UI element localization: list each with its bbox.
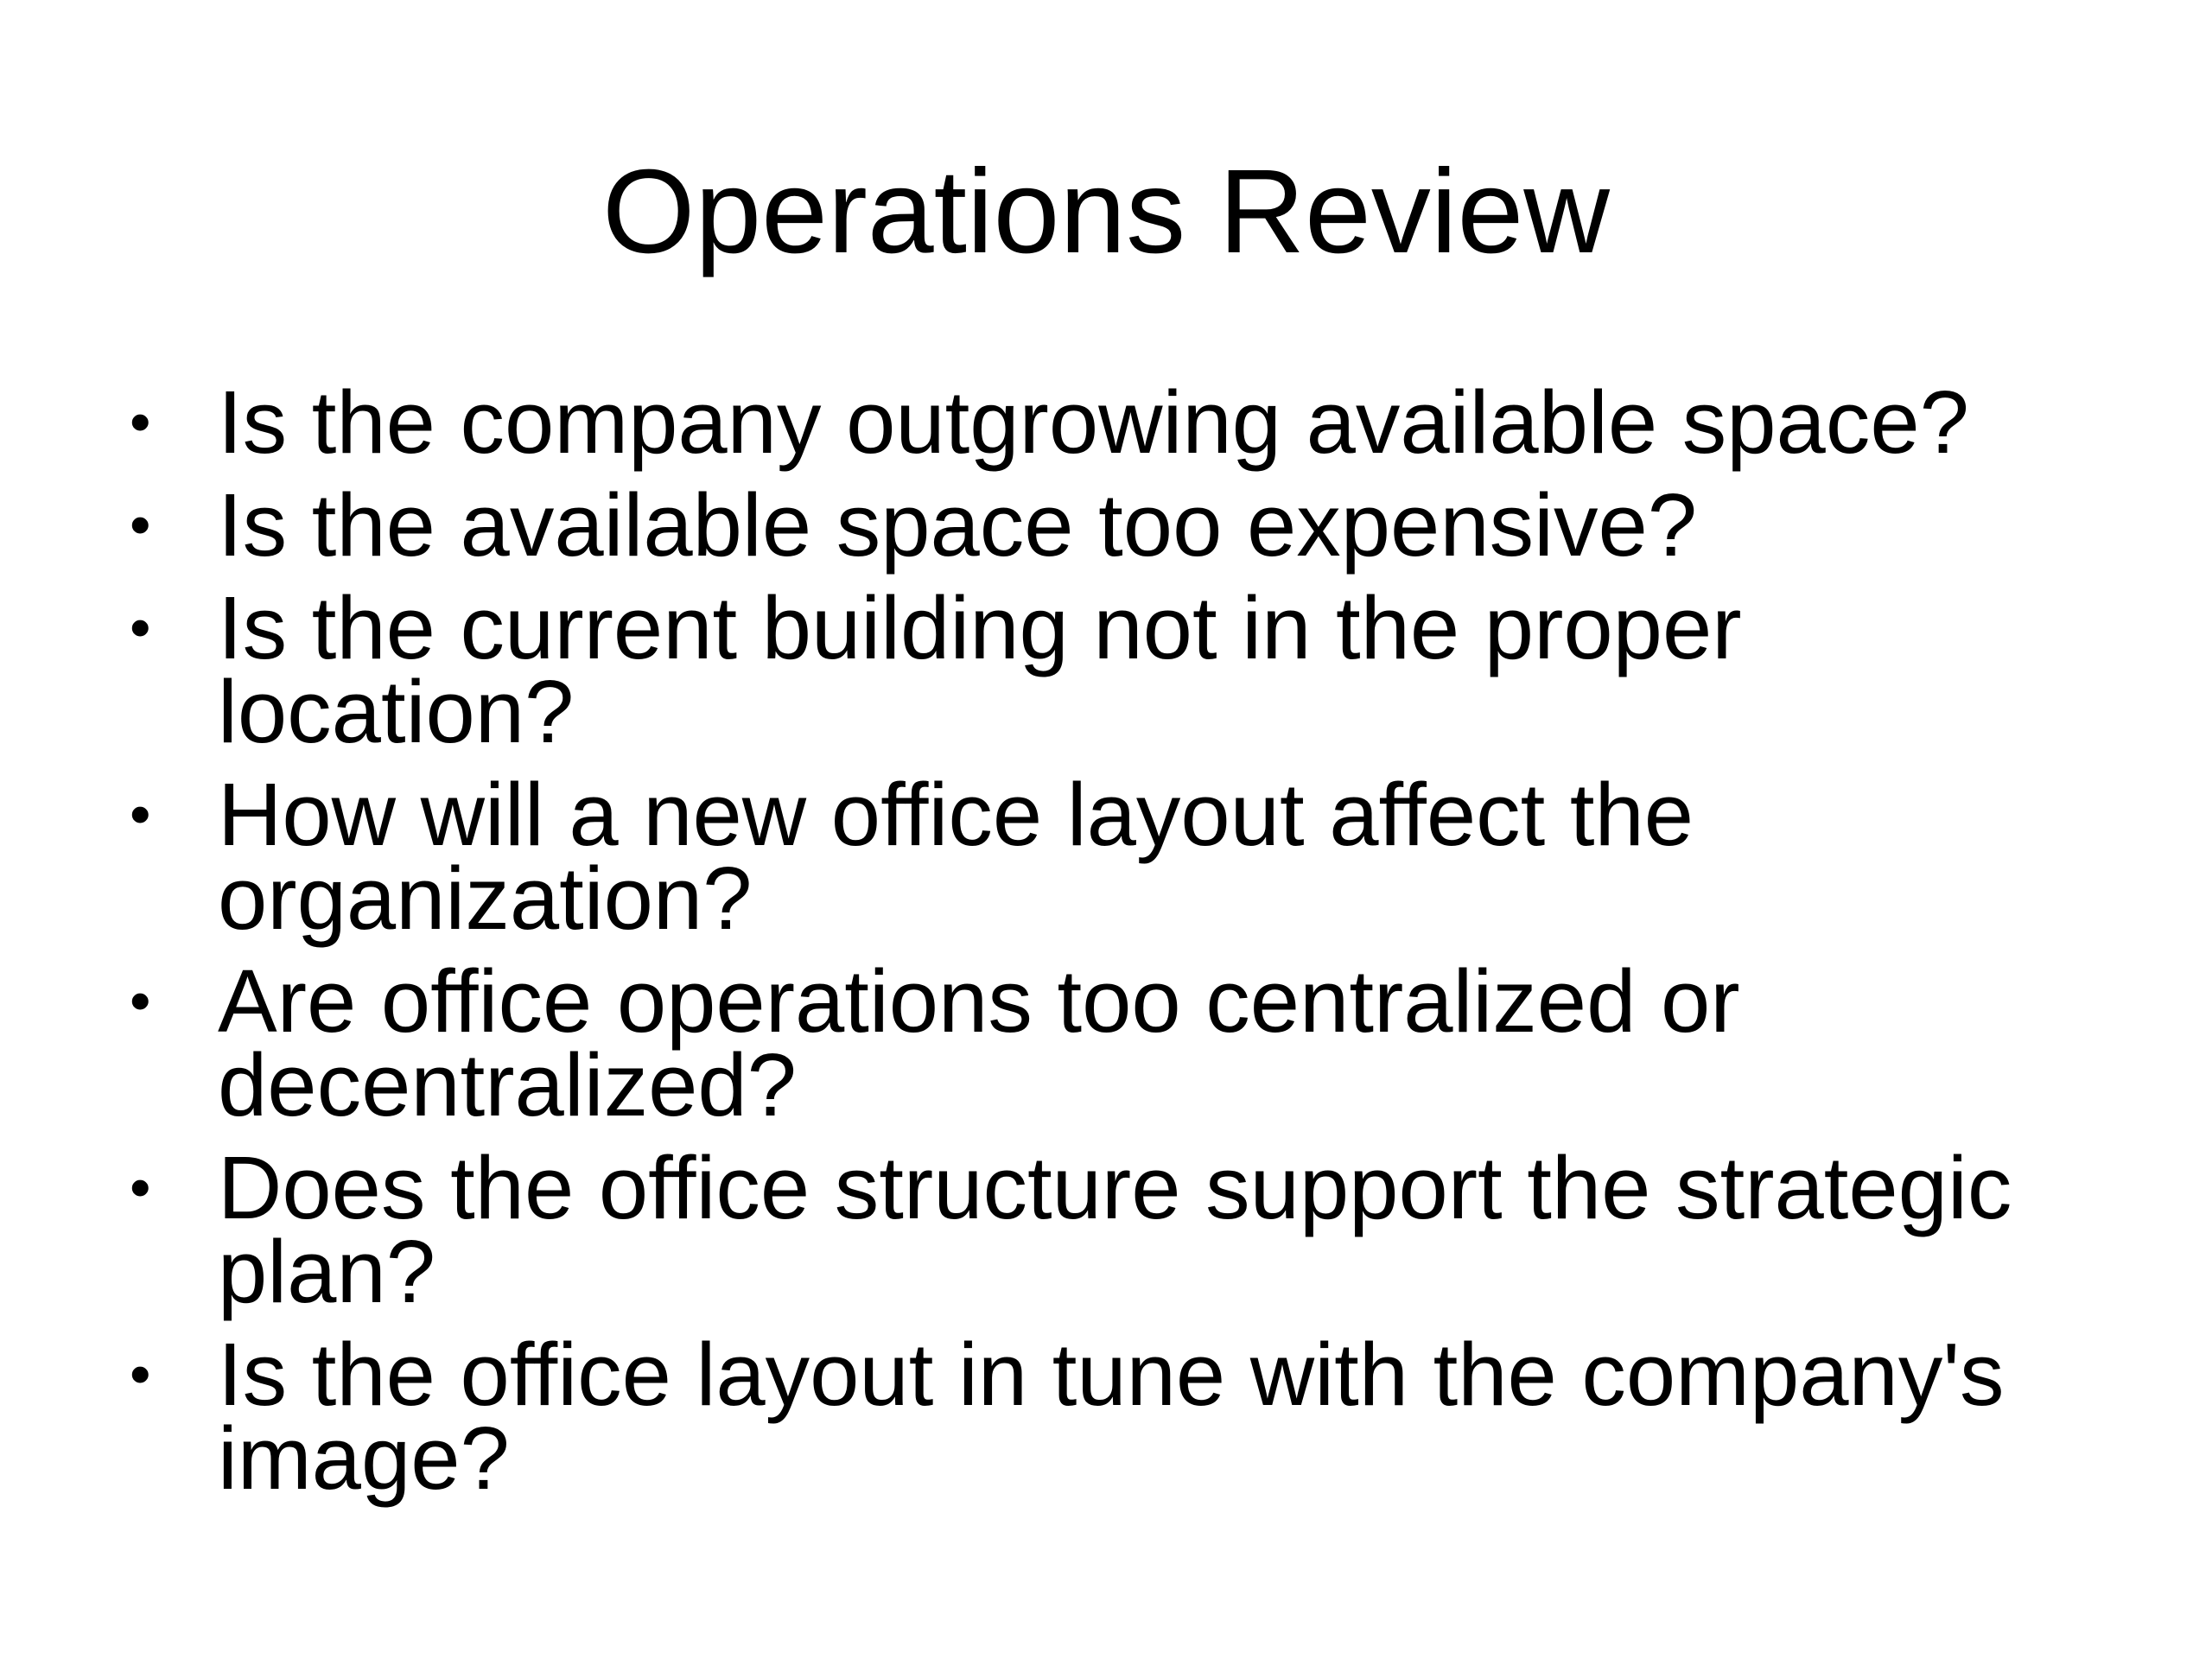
bullet-icon: • xyxy=(130,388,151,455)
bullet-item xyxy=(130,1325,2117,1508)
bullet-item xyxy=(130,951,2117,1135)
bullet-icon: • xyxy=(130,1154,151,1221)
bullet-text: Is the office layout in tune with the company's image? xyxy=(218,1325,2005,1508)
bullet-item xyxy=(130,578,2117,761)
slide-title: Operations Review xyxy=(602,145,1610,278)
bullet-text: Does the office structure support the strategic plan? xyxy=(218,1138,2012,1321)
bullet-icon: • xyxy=(130,491,151,558)
bullet-icon: • xyxy=(130,780,151,848)
bullet-text: How will a new office layout affect the organization? xyxy=(218,765,1694,948)
bullet-item xyxy=(130,1138,2117,1321)
bullet-item xyxy=(130,765,2117,948)
bullet-text: Are office operations too centralized or decentralized? xyxy=(218,951,1740,1135)
bullet-text: Is the current building not in the proper location? xyxy=(218,578,1742,761)
bullet-icon: • xyxy=(130,967,151,1034)
bullet-icon: • xyxy=(130,1340,151,1408)
bullet-item xyxy=(130,372,2117,472)
bullet-icon: • xyxy=(130,594,151,661)
bullet-list xyxy=(130,372,2117,1519)
bullet-text: Is the available space too expensive? xyxy=(218,475,1698,575)
bullet-text: Is the company outgrowing available space? xyxy=(218,372,1969,472)
bullet-item xyxy=(130,475,2117,575)
